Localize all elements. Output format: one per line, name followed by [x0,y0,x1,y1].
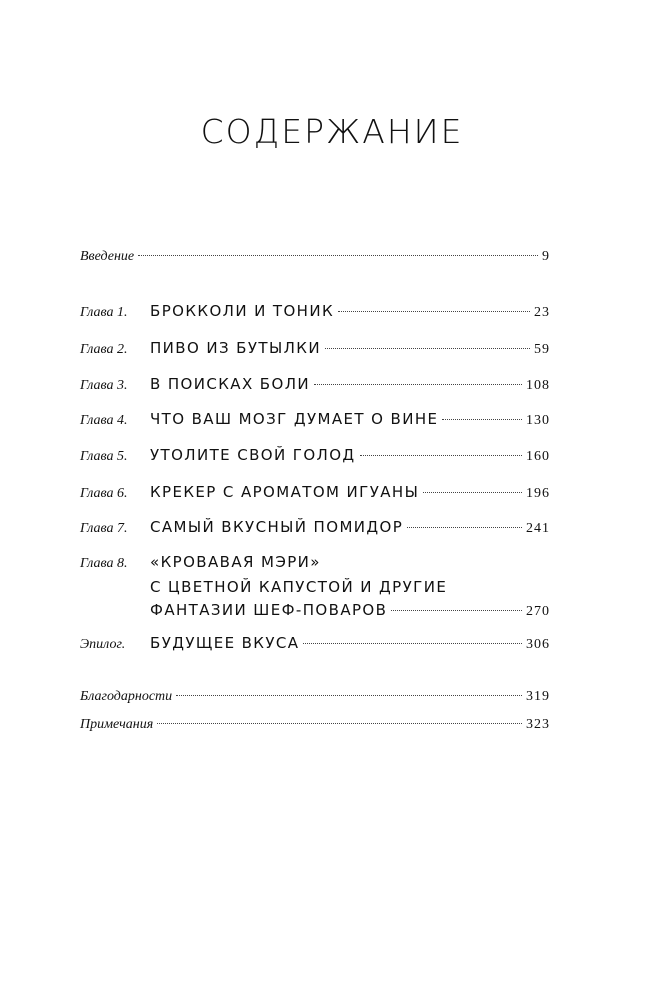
toc-entry-chapter-3[interactable] [80,374,550,396]
page-number: 59 [534,342,550,357]
dot-leader [325,348,530,349]
chapter-title: БУДУЩЕЕ ВКУСА [150,634,300,652]
dot-leader [157,723,522,724]
toc-entry-chapter-8[interactable] [80,552,550,622]
toc-entry-chapter-2[interactable] [80,338,550,360]
chapter-title: ЧТО ВАШ МОЗГ ДУМАЕТ О ВИНЕ [150,410,439,428]
chapter-label: Глава 7. [80,521,128,536]
chapter-label: Глава 1. [80,305,128,320]
page-number: 323 [526,717,550,732]
chapter-title: УТОЛИТЕ СВОЙ ГОЛОД [150,446,356,464]
dot-leader [407,527,522,528]
chapter-title: БРОККОЛИ И ТОНИК [150,302,335,320]
page-number: 196 [526,486,550,501]
page-number: 9 [542,249,550,264]
chapter-label: Глава 2. [80,342,128,357]
page-number: 23 [534,305,550,320]
chapter-title: ПИВО ИЗ БУТЫЛКИ [150,339,321,357]
chapter-title-line-2: С ЦВЕТНОЙ КАПУСТОЙ И ДРУГИЕ [150,578,448,596]
page-number: 319 [526,689,550,704]
page-number: 270 [526,604,550,619]
toc-entry-chapter-7[interactable] [80,517,550,539]
page-number: 306 [526,637,550,652]
chapter-label: Глава 6. [80,486,128,501]
page-number: 160 [526,449,550,464]
toc-entry-notes[interactable] [80,715,550,735]
toc-entry-intro[interactable] [80,247,550,267]
dot-leader [391,610,522,611]
chapter-title: В ПОИСКАХ БОЛИ [150,375,310,393]
dot-leader [138,255,538,256]
entry-label: Благодарности [80,689,173,704]
toc-entry-epilogue[interactable] [80,633,550,655]
page-number: 241 [526,521,550,536]
toc-entry-acknowledgements[interactable] [80,687,550,707]
dot-leader [314,384,522,385]
page-number: 108 [526,378,550,393]
chapter-title: САМЫЙ ВКУСНЫЙ ПОМИДОР [150,518,404,536]
chapter-label: Эпилог. [80,637,126,652]
chapter-title-line-3: ФАНТАЗИИ ШЕФ-ПОВАРОВ [150,601,388,619]
chapter-title: КРЕКЕР С АРОМАТОМ ИГУАНЫ [150,483,420,501]
chapter-label: Глава 3. [80,378,128,393]
dot-leader [360,455,522,456]
entry-label: Введение [80,249,135,264]
dot-leader [176,695,522,696]
chapter-label: Глава 4. [80,413,128,428]
toc-entry-chapter-4[interactable] [80,409,550,431]
chapter-title-line-1: «КРОВАВАЯ МЭРИ» [150,553,321,571]
chapter-label: Глава 5. [80,449,128,464]
page-number: 130 [526,413,550,428]
page-title: СОДЕРЖАНИЕ [200,112,464,151]
dot-leader [303,643,522,644]
toc-entry-chapter-5[interactable] [80,445,550,467]
chapter-label: Глава 8. [80,556,128,571]
dot-leader [442,419,522,420]
entry-label: Примечания [80,717,154,732]
dot-leader [423,492,522,493]
toc-entry-chapter-6[interactable] [80,482,550,504]
toc-entry-chapter-1[interactable] [80,301,550,323]
dot-leader [338,311,530,312]
